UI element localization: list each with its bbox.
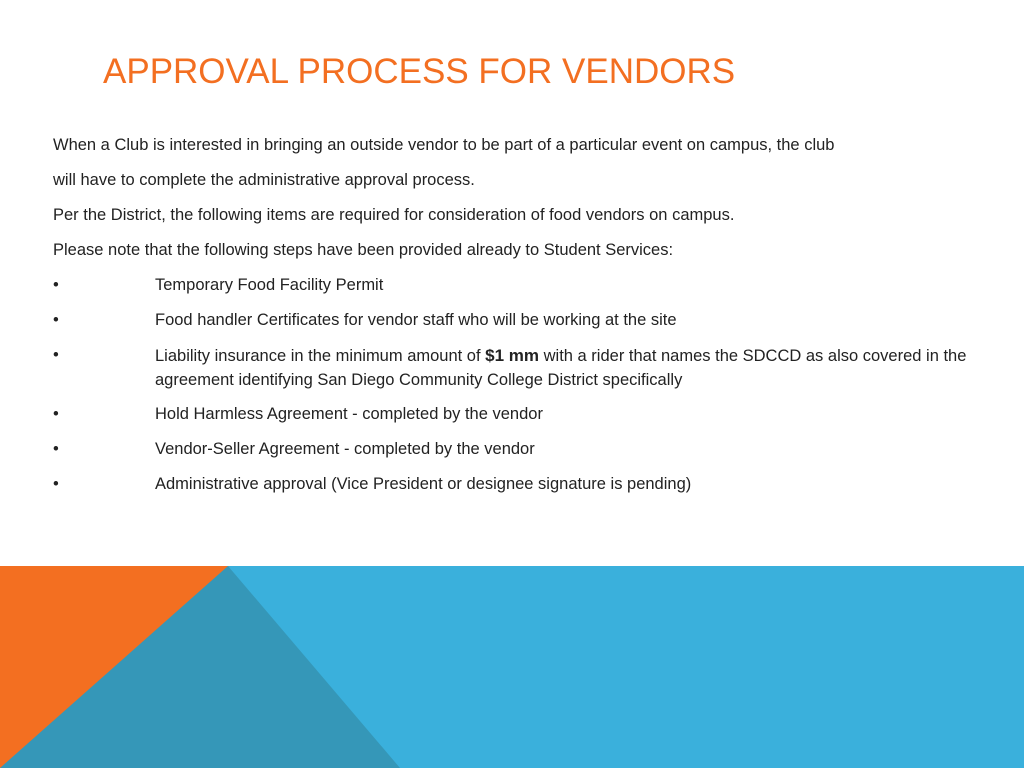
- list-item-text: Administrative approval (Vice President or designee signature is pending): [155, 475, 692, 493]
- list-item-text: Vendor-Seller Agreement - completed by the vendor: [155, 440, 535, 458]
- list-item-text-end: with a rider that names the SDCCD as also covered in the agreement identifying San Diego Community College District specifically: [155, 347, 967, 389]
- list-item: [53, 467, 983, 502]
- decorative-footer-band: [0, 566, 1024, 768]
- list-item: [53, 432, 983, 467]
- list-item-text: [155, 338, 983, 397]
- district-requirement-paragraph: Per the District, the following items are required for consideration of food vendors on campus.: [53, 206, 735, 224]
- bullet-icon: •: [53, 276, 59, 294]
- list-item-text: Food handler Certificates for vendor staff who will be working at the site: [155, 311, 677, 329]
- requirements-list: [53, 268, 983, 502]
- list-item: [53, 397, 983, 432]
- bullet-icon: •: [53, 405, 59, 423]
- note-paragraph: Please note that the following steps have been provided already to Student Services:: [53, 241, 674, 259]
- list-item-text-start: Liability insurance in the minimum amount of: [155, 347, 486, 365]
- bullet-icon: •: [53, 311, 59, 329]
- bullet-icon: •: [53, 475, 59, 493]
- slide-body: [53, 128, 983, 502]
- intro-paragraph-line-1: When a Club is interested in bringing an outside vendor to be part of a particular event on campus, the club: [53, 136, 835, 154]
- slide-title: APPROVAL PROCESS FOR VENDORS: [103, 52, 736, 91]
- list-item: [53, 303, 983, 338]
- list-item: [53, 338, 983, 397]
- intro-paragraph-line-2: will have to complete the administrative approval process.: [53, 171, 475, 189]
- list-item-text: Temporary Food Facility Permit: [155, 276, 384, 294]
- bullet-icon: •: [53, 440, 59, 458]
- list-item: [53, 268, 983, 303]
- list-item-text: Hold Harmless Agreement - completed by the vendor: [155, 405, 543, 423]
- bullet-icon: •: [53, 346, 59, 364]
- insurance-amount: $1 mm: [485, 346, 540, 365]
